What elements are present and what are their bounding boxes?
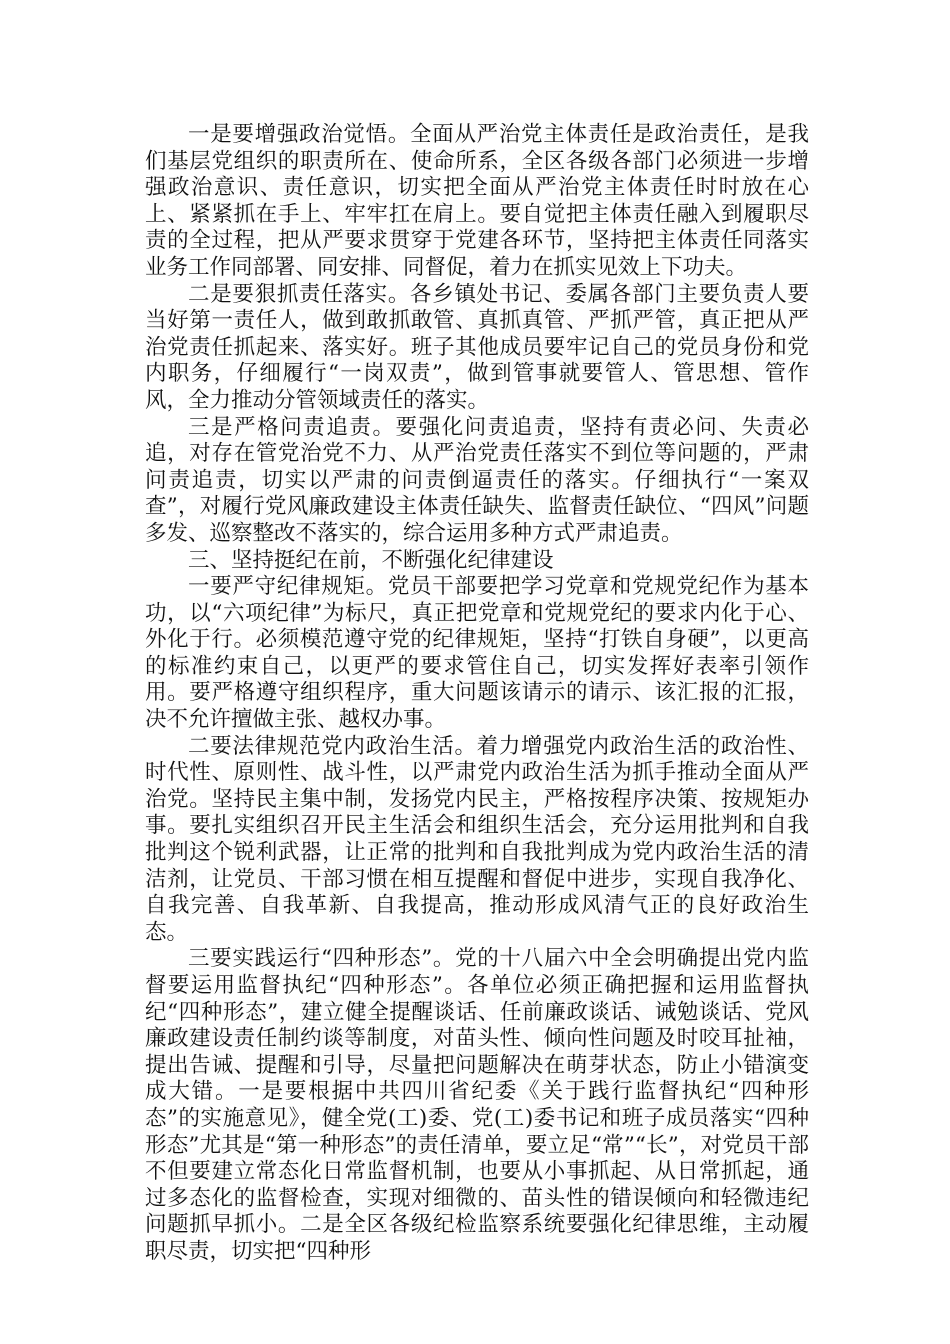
paragraph-four-forms: 三要实践运行“四种形态”。党的十八届六中全会明确提出党内监督要运用监督执纪“四种形态”。各单位必须正确把握和运用监督执纪“四种形态”，建立健全提醒谈话、任前廉政谈话、诫勉谈话、党风廉政建设责任制约谈等制度，对苗头性、倾向性问题及时咬耳扯袖，提出告诫、提醒和引导，尽量把问题解决在萌芽状态，防止小错演变成大错。一是要根据中共四川省纪委《关于践行监督执纪“四种形态”的实施意见》，健全党(工)委、党(工)委书记和班子成员落实“四种形态”尤其是“第一种形态”的责任清单，要立足“常”“长”，对党员干部不但要建立常态化日常监督机制，也要从小事抓起、从日常抓起，通过多态化的监督检查，实现对细微的、苗头性的错误倾向和轻微违纪问题抓早抓小。二是全区各级纪检监察系统要强化纪律思维，主动履职尽责，切实把“四种形 <box>145 946 809 1264</box>
paragraph-responsibility: 二是要狠抓责任落实。各乡镇处书记、委属各部门主要负责人要当好第一责任人，做到敢抓敢管、真抓真管、严抓严管，真正把从严治党责任抓起来、落实好。班子其他成员要牢记自己的党员身份和党内职务，仔细履行“一岗双责”，做到管事就要管人、管思想、管作风，全力推动分管领域责任的落实。 <box>145 281 809 413</box>
paragraph-accountability: 三是严格问责追责。要强化问责追责，坚持有责必问、失责必追，对存在管党治党不力、从严治党责任落实不到位等问题的，严肃问责追责，切实以严肃的问责倒逼责任的落实。仔细执行“一案双查”，对履行党风廉政建设主体责任缺失、监督责任缺位、“四风”问题多发、巡察整改不落实的，综合运用多种方式严肃追责。 <box>145 414 809 546</box>
paragraph-political-life: 二要法律规范党内政治生活。着力增强党内政治生活的政治性、时代性、原则性、战斗性，以严肃党内政治生活为抓手推动全面从严治党。坚持民主集中制，发扬党内民主，严格按程序决策、按规矩办事。要扎实组织召开民主生活会和组织生活会，充分运用批判和自我批判这个锐利武器，让正常的批判和自我批判成为党内政治生活的清洁剂，让党员、干部习惯在相互提醒和督促中进步，实现自我净化、自我完善、自我革新、自我提高，推动形成风清气正的良好政治生态。 <box>145 733 809 945</box>
paragraph-discipline-rules: 一要严守纪律规矩。党员干部要把学习党章和党规党纪作为基本功，以“六项纪律”为标尺，真正把党章和党规党纪的要求内化于心、外化于行。必须模范遵守党的纪律规矩，坚持“打铁自身硬”，以更高的标准约束自己，以更严的要求管住自己，切实发挥好表率引领作用。要严格遵守组织程序，重大问题该请示的请示、该汇报的汇报，决不允许擅做主张、越权办事。 <box>145 574 809 733</box>
paragraph-political-awareness: 一是要增强政治觉悟。全面从严治党主体责任是政治责任，是我们基层党组织的职责所在、使命所系，全区各级各部门必须进一步增强政治意识、责任意识，切实把全面从严治党主体责任时时放在心上、紧紧抓在手上、牢牢扛在肩上。要自觉把主体责任融入到履职尽责的全过程，把从严要求贯穿于党建各环节，坚持把主体责任同落实业务工作同部署、同安排、同督促，着力在抓实见效上下功夫。 <box>145 122 809 280</box>
section-heading-discipline: 三、坚持挺纪在前，不断强化纪律建设 <box>188 547 554 573</box>
document-body <box>145 122 809 1266</box>
